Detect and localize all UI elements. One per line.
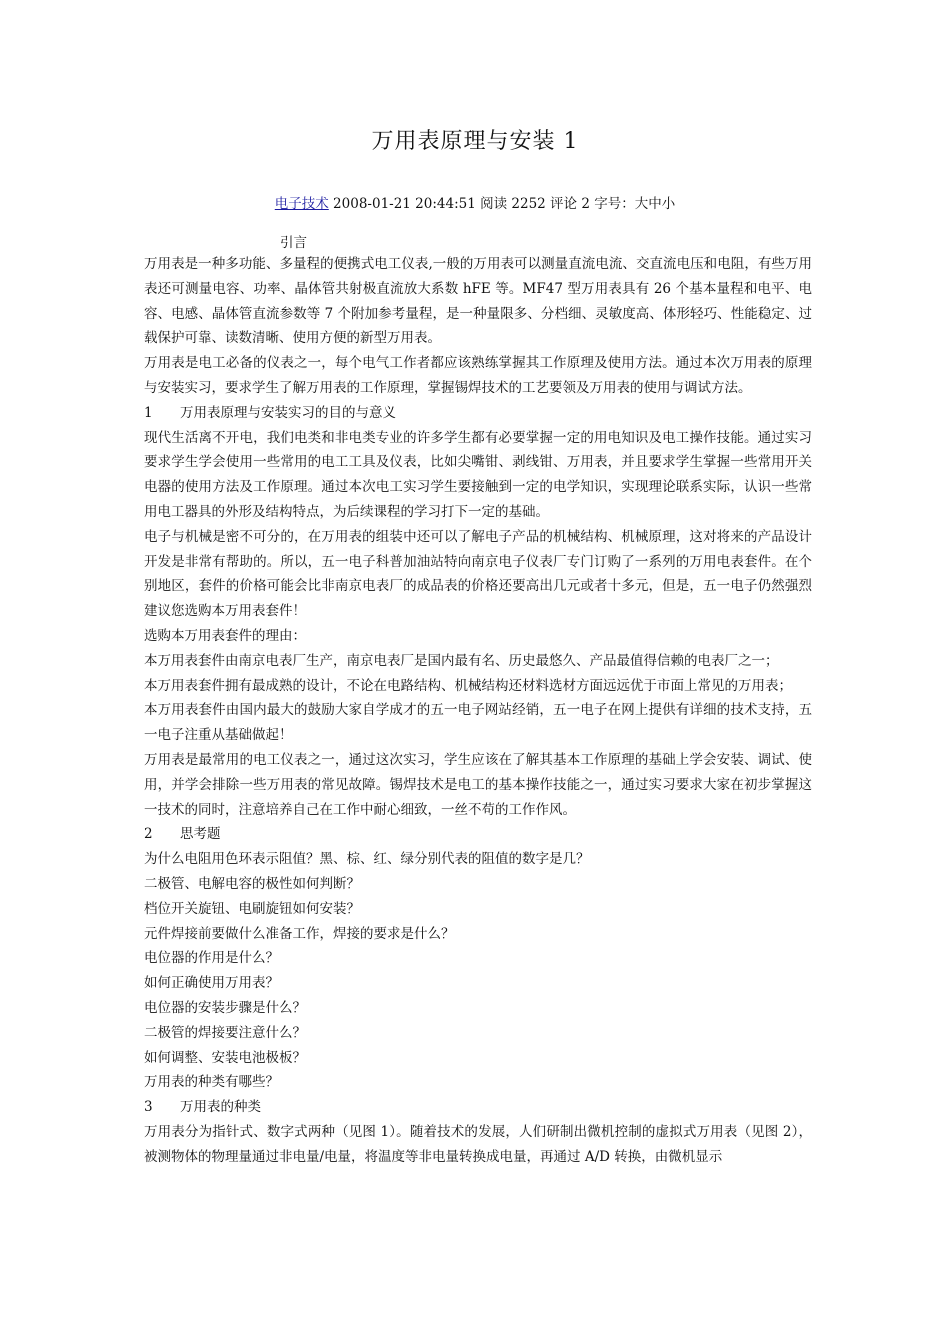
section-heading	[144, 822, 812, 847]
question-item: 为什么电阻用色环表示阻值？黑、棕、红、绿分别代表的阻值的数字是几？	[144, 851, 590, 868]
paragraph: 本万用表套件由国内最大的鼓励大家自学成才的五一电子网站经销，五一电子在网上提供有详细的技术支持，五一电子注重从基础做起！	[144, 702, 812, 744]
question-item: 二极管的焊接要注意什么？	[144, 1024, 306, 1041]
section-heading	[144, 401, 812, 426]
category-link[interactable]: 电子技术	[274, 196, 329, 212]
section-title: 思考题	[180, 826, 221, 843]
article-body	[144, 252, 812, 1169]
section-title: 万用表的种类	[180, 1099, 261, 1116]
section-title: 万用表原理与安装实习的目的与意义	[180, 404, 396, 421]
paragraph: 现代生活离不开电，我们电类和非电类专业的许多学生都有必要掌握一定的用电知识及电工操作技能。通过实习要求学生学会使用一些常用的电工工具及仪表，比如尖嘴钳、剥线钳、万用表，并且要求学生掌握一些常用开关电器的使用方法及工作原理。通过本次电工实习学生要接触到一定的电学知识，实现理论联系实际，认识一些常用电工器具的外形及结构特点，为后续课程的学习打下一定的基础。	[144, 429, 812, 520]
question-item: 如何调整、安装电池极板？	[144, 1049, 306, 1066]
section-number: 3	[144, 1099, 153, 1116]
section-heading	[144, 1095, 812, 1120]
paragraph: 本万用表套件由南京电表厂生产，南京电表厂是国内最有名、历史最悠久、产品最值得信赖的电表厂之一；	[144, 652, 779, 669]
paragraph: 万用表是电工必备的仪表之一，每个电气工作者都应该熟练掌握其工作原理及使用方法。通过本次万用表的原理与安装实习，要求学生了解万用表的工作原理，掌握锡焊技术的工艺要领及万用表的使用与调试方法。	[144, 355, 812, 396]
question-item: 电位器的作用是什么？	[144, 950, 279, 967]
paragraph: 本万用表套件拥有最成熟的设计，不论在电路结构、机械结构还材料选材方面远远优于市面上常见的万用表；	[144, 677, 792, 694]
question-item: 电位器的安装步骤是什么？	[144, 999, 306, 1016]
intro-label: 引言	[280, 235, 307, 251]
paragraph: 电子与机械是密不可分的，在万用表的组装中还可以了解电子产品的机械结构、机械原理，这对将来的产品设计开发是非常有帮助的。所以，五一电子科普加油站特向南京电子仪表厂专门订购了一系列的万用电表套件。在个别地区，套件的价格可能会比非南京电表厂的成品表的价格还要高出几元或者十多元，但是，五一电子仍然强烈建议您选购本万用表套件！	[144, 528, 812, 620]
paragraph: 万用表分为指针式、数字式两种（见图 1）。随着技术的发展，人们研制出微机控制的虚拟式万用表（见图 2），被测物体的物理量通过非电量/电量，将温度等非电量转换成电量，再通过 A/D 转换，由微机显示	[144, 1123, 812, 1165]
article-meta	[0, 192, 950, 212]
question-item: 二极管、电解电容的极性如何判断？	[144, 875, 360, 892]
question-item: 万用表的种类有哪些？	[144, 1074, 279, 1091]
question-item: 元件焊接前要做什么准备工作，焊接的要求是什么？	[144, 925, 455, 942]
article-title: 万用表原理与安装 1	[371, 129, 579, 154]
paragraph: 万用表是一种多功能、多量程的便携式电工仪表,一般的万用表可以测量直流电流、交直流电压和电阻，有些万用表还可测量电容、功率、晶体管共射极直流放大系数 hFE 等。MF47 型万用表具有 26 个基本量程和电平、电容、电感、晶体管直流参数等 7 个附加参考量程，是一种量限多、分档细、灵敏度高、体形轻巧、性能稳定、过载保护可靠、读数清晰、使用方便的新型万用表。	[144, 256, 812, 347]
paragraph: 选购本万用表套件的理由：	[144, 627, 306, 644]
paragraph: 万用表是最常用的电工仪表之一，通过这次实习，学生应该在了解其基本工作原理的基础上学会安装、调试、使用，并学会排除一些万用表的常见故障。锡焊技术是电工的基本操作技能之一，通过实习要求大家在初步掌握这一技术的同时，注意培养自己在工作中耐心细致，一丝不苟的工作作风。	[144, 751, 812, 818]
meta-info: 2008-01-21 20:44:51 阅读 2252 评论 2 字号：大中小	[328, 196, 676, 212]
section-number: 2	[144, 826, 153, 843]
section-number: 1	[144, 404, 153, 421]
question-item: 档位开关旋钮、电刷旋钮如何安装？	[144, 900, 360, 917]
question-item: 如何正确使用万用表？	[144, 975, 279, 992]
